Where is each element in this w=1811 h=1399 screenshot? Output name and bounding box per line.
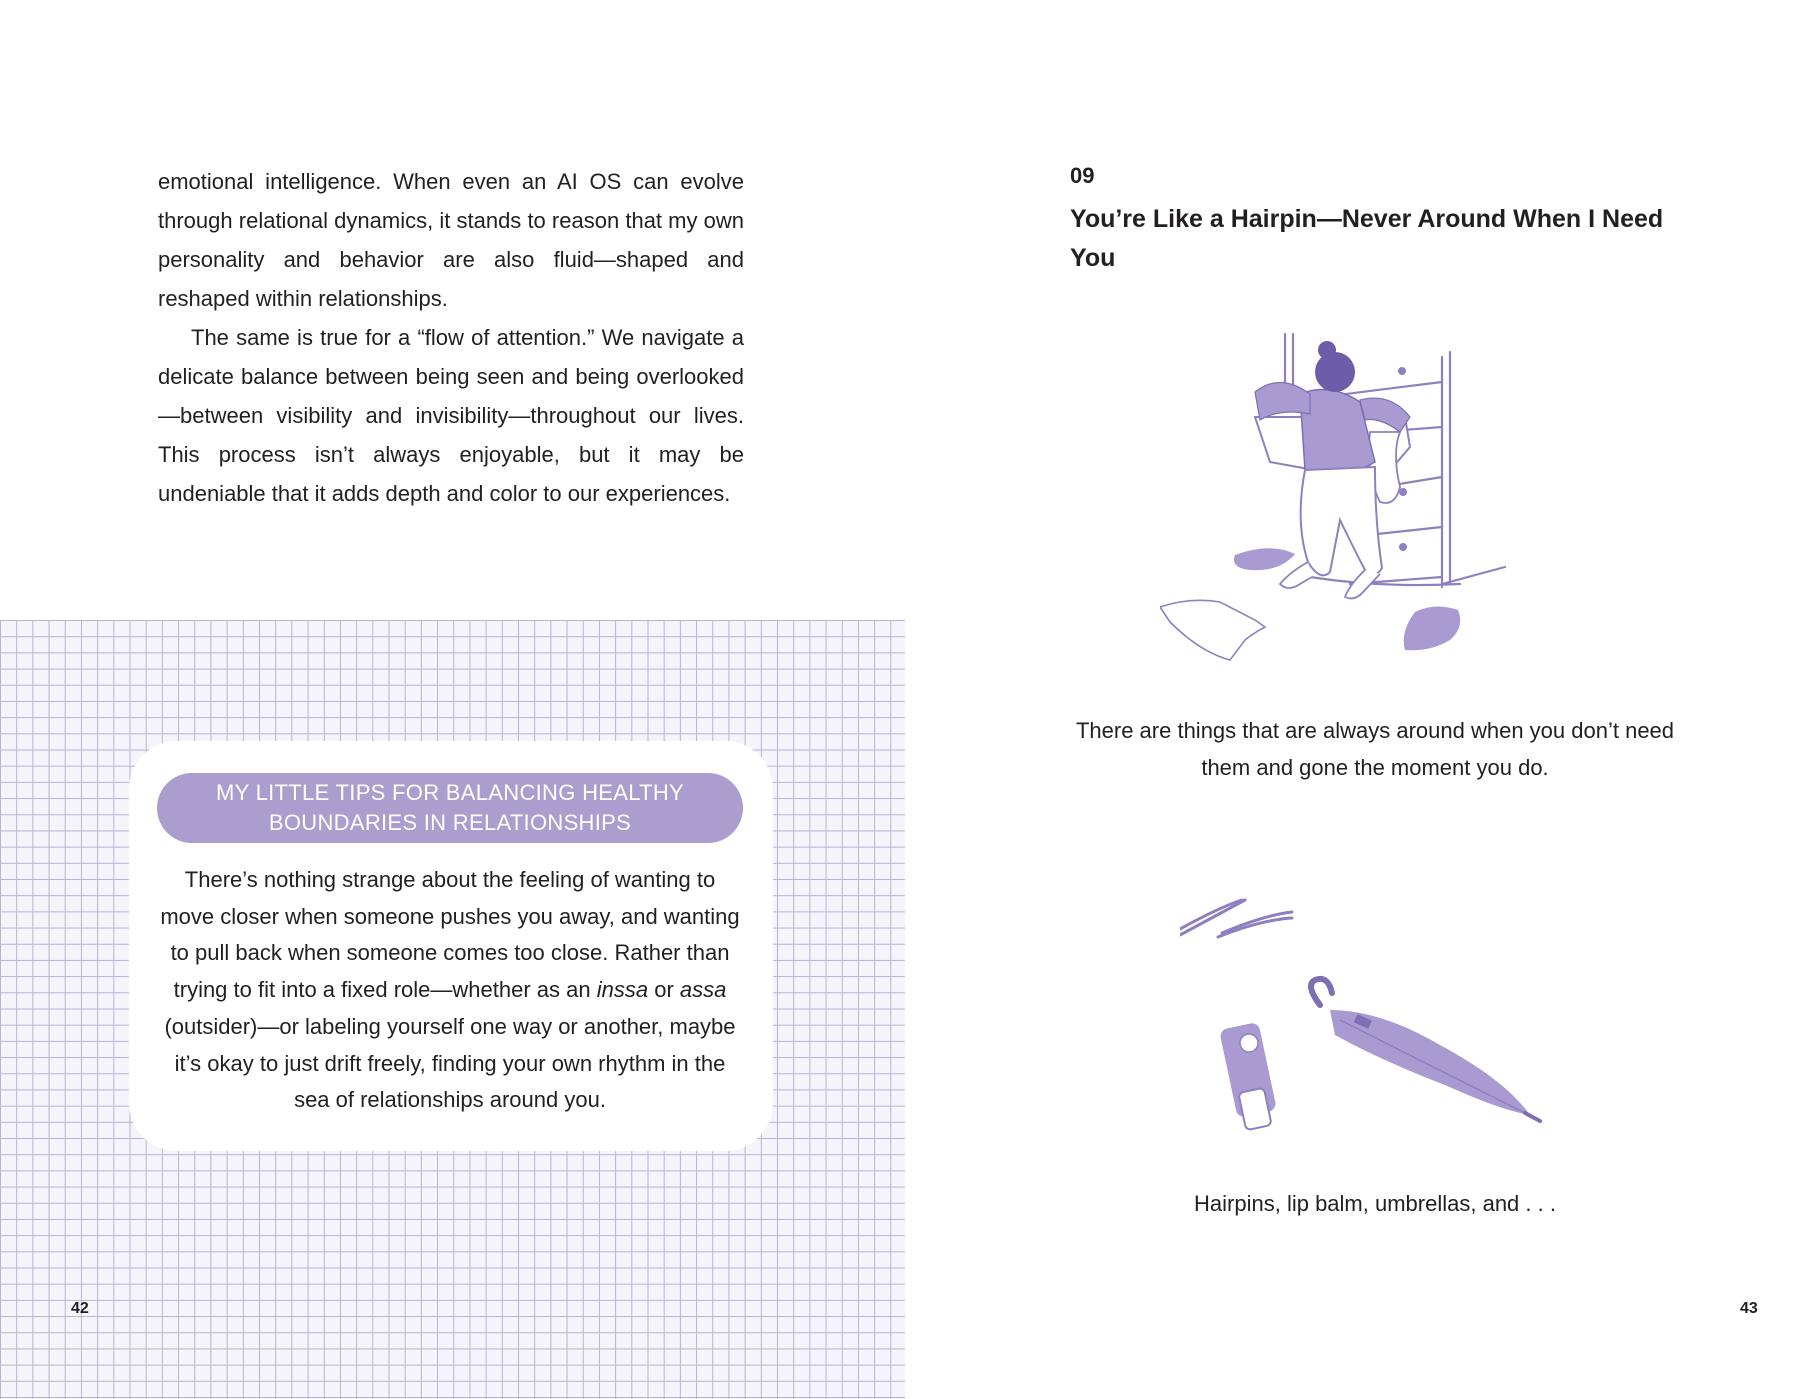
knob-icon bbox=[1398, 367, 1406, 375]
page-number-left: 42 bbox=[71, 1300, 89, 1317]
lip-balm-icon bbox=[1219, 1022, 1277, 1130]
tip-heading bbox=[157, 773, 743, 843]
hairpins-lipbalm-umbrella-illustration bbox=[1180, 885, 1560, 1135]
term-inssa: inssa bbox=[596, 977, 649, 1003]
caption-2: Hairpins, lip balm, umbrellas, and . . . bbox=[1194, 1191, 1556, 1216]
body-text bbox=[158, 162, 744, 513]
umbrella-icon bbox=[1311, 979, 1540, 1121]
tip-body-part-2: or bbox=[648, 977, 680, 1003]
left-page bbox=[0, 0, 905, 1399]
right-page bbox=[905, 0, 1811, 1399]
caption-1: There are things that are always around when you don’t need them and gone the moment you do. bbox=[1075, 718, 1675, 780]
body-paragraph-1: emotional intelligence. When even an AI OS can evolve through relational dynamics, it stands to reason that my own personality and behavior are also fluid—shaped and reshaped within relationships. bbox=[158, 169, 744, 311]
body-paragraph-2: The same is true for a “flow of attention.” We navigate a delicate balance between being seen and being overlooked—between visibility and invisibility—throughout our lives. This process isn’t always enjoyable, but it may be undeniable that it adds depth and color to our experiences. bbox=[158, 325, 744, 506]
chapter-number: 09 bbox=[1070, 163, 1095, 188]
tip-body-part-3: (outsider)—or labeling yourself one way or another, maybe it’s okay to just drift freely, finding your own rhythm in the sea of relationships around you. bbox=[164, 1013, 736, 1113]
page-number-right: 43 bbox=[1740, 1300, 1758, 1317]
term-assa: assa bbox=[679, 977, 727, 1003]
woman-searching-drawer-illustration bbox=[1160, 322, 1570, 682]
tip-body bbox=[160, 862, 740, 1119]
chapter-title: You’re Like a Hairpin—Never Around When I Need You bbox=[1070, 205, 1664, 272]
tip-body-part-1: There’s nothing strange about the feeling of wanting to move closer when someone pushes you away, and wanting to pull back when someone comes too close. Rather than trying to fit into a fixed role—whether as an bbox=[160, 867, 740, 1003]
tip-heading-line-2: BOUNDARIES IN RELATIONSHIPS bbox=[268, 810, 632, 835]
hairpin-icon bbox=[1180, 900, 1292, 937]
hair-bun-icon bbox=[1318, 341, 1336, 359]
tip-heading-line-1: MY LITTLE TIPS FOR BALANCING HEALTHY bbox=[215, 780, 685, 805]
